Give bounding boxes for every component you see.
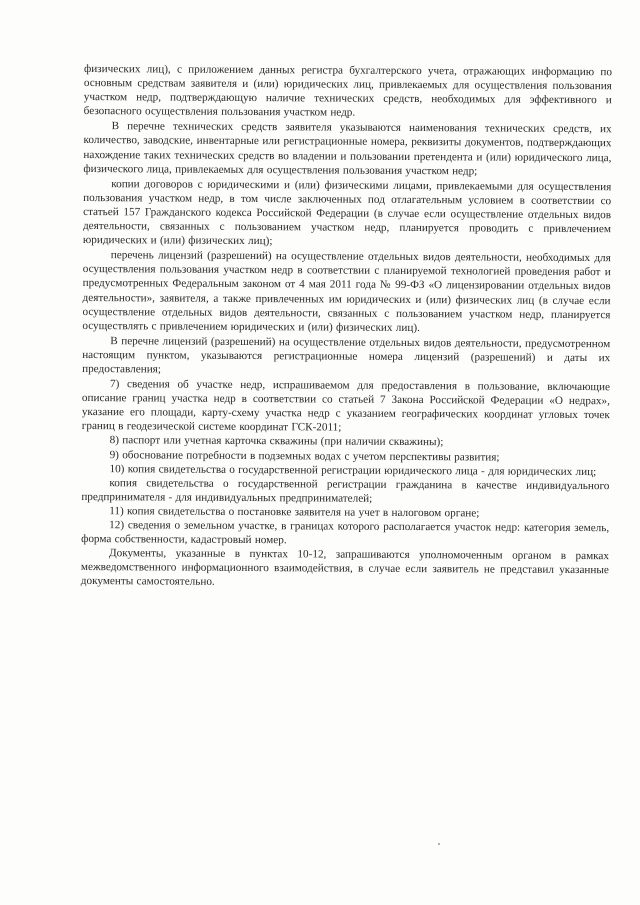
paragraph-10: копия свидетельства о государственной регистрации гражданина в качестве индивидуального предпринимателя - для индивидуальных предпринимателей; [81,476,610,505]
paragraph-7: 8) паспорт или учетная карточка скважины (при наличии скважины); [109,434,444,449]
document-body [81,62,612,592]
paragraph-3: копии договоров с юридическими и (или) физическими лицами, привлекаемыми для осуществления пользования участком недр, в том числе заключенных под отлагательным условием в соответствии со статьей 157 Гражданского кодекса Российской Федерации (в случае если осуществление отдельных видов деятельности, связанных с пользованием участком недр, планируется проводить с привлечением юридических и (или) физических лиц); [82,177,612,248]
paragraph-1: физических лиц), с приложением данных регистра бухгалтерского учета, отражающих информацию по основным средствам заявителя и (или) юридических лиц, привлекаемых для осуществления пользования участком недр, подтверждающую наличие технических средств, необходимых для эффективного и безопасного осуществления пользования участком недр. [83,62,612,119]
paragraph-4: перечень лицензий (разрешений) на осуществление отдельных видов деятельности, необходимых для осуществления пользования участком недр в соответствии с планируемой технологией проведения работ и предусмотренных Федеральным законом от 4 мая 2011 года № 99-ФЗ «О лицензировании отдельных видов деятельности», заявителя, а также привлеченных им юридических и (или) физических лиц (в случае если осуществление отдельных видов деятельности, связанных с пользованием участком недр, планируется осуществлять с привлечением юридических и (или) физических лиц). [82,249,611,334]
paragraph-6: 7) сведения об участке недр, испрашиваемом для предоставления в пользование, включающие описание границ участка недр в соответствии со статьей 7 Закона Российской Федерации «О недрах», указание его площади, карту-схему участка недр с указанием географических координат угловых точек границ в геодезической системе координат ГСК-2011; [81,378,611,434]
paragraph-8: 9) обоснование потребности в подземных водах с учетом перспективы развития; [109,448,500,464]
paragraph-12: 12) сведения о земельном участке, в границах которого располагается участок недр: категория земель, форма собственности, кадастровый номер. [81,519,610,547]
paragraph-11: 11) копия свидетельства о постановке заявителя на учет в налоговом органе; [109,505,480,520]
paragraph-9: 10) копия свидетельства о государственной регистрации юридического лица - для юридических лиц; [109,462,597,478]
scan-speck [438,843,440,845]
paragraph-13: Документы, указанные в пунктах 10-12, запрашиваются уполномоченным органом в рамках межведомственного информационного взаимодействия, в случае если заявитель не представил указанные документы самостоятельно. [80,547,610,589]
paragraph-2: В перечне технических средств заявителя указываются наименования технических средств, их количество, заводские, инвентарные или регистрационные номера, реквизиты документов, подтверждающих нахождение таких технических средств во владении и пользовании претендента и (или) юридического лица, физического лица, привлекаемых для осуществления пользования участком недр; [83,120,612,178]
paragraph-5: В перечне лицензий (разрешений) на осуществление отдельных видов деятельности, предусмотренном настоящим пунктом, указываются регистрационные номера лицензий (разрешений) и даты их предоставления; [82,334,611,376]
